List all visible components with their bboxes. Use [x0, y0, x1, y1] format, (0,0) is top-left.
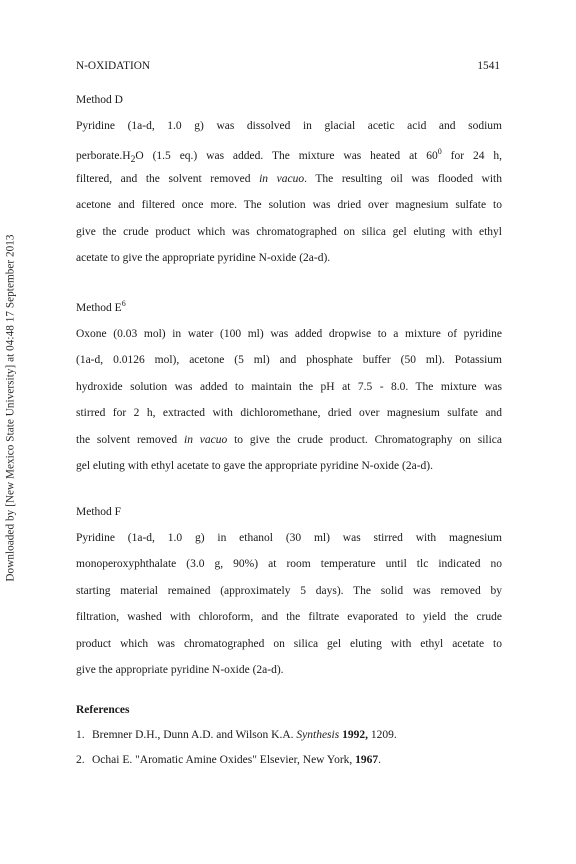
heading-text: Method E — [76, 302, 122, 314]
reference-year: 1992, — [342, 729, 368, 741]
text-run: O (1.5 eq.) was added. The mixture was heated at 60 — [135, 150, 438, 163]
method-e-line-1: Oxone (0.03 mol) in water (100 ml) was added dropwise to a mixture of pyridine — [76, 328, 502, 340]
method-e-line-3: hydroxide solution was added to maintain the pH at 7.5 - 8.0. The mixture was — [76, 380, 502, 393]
method-e-section — [76, 296, 502, 479]
method-f-line-3: starting material remained (approximately 5 days). The solid was removed by — [76, 584, 502, 597]
reference-text: . — [378, 754, 382, 766]
method-f-line-6: give the appropriate pyridine N-oxide (2a-d). — [76, 663, 284, 676]
running-title: N-OXIDATION — [76, 60, 151, 72]
method-f-line-2: monoperoxyphthalate (3.0 g, 90%) at room temperature until tlc indicated no — [76, 558, 502, 571]
subscript: 2 — [130, 154, 136, 166]
text-run: the solvent removed — [76, 433, 185, 446]
text-run: . The resulting oil was flooded with — [304, 172, 503, 185]
method-f-section — [76, 500, 502, 683]
method-e-heading — [76, 296, 502, 321]
italic-term: in vacuo — [184, 433, 228, 446]
reference-text: Ochai E. "Aromatic Amine Oxides" Elsevier, New York, — [92, 754, 356, 766]
text-run: filtered, and the solvent removed — [76, 172, 260, 185]
text-run: for 24 h, — [441, 150, 502, 163]
method-d-line-1: Pyridine (1a-d, 1.0 g) was dissolved in glacial acetic acid and sodium — [76, 120, 502, 132]
method-d-line-3 — [76, 166, 502, 192]
method-e-line-4: stirred for 2 h, extracted with dichloromethane, dried over magnesium sulfate and — [76, 407, 502, 420]
method-d-line-2 — [76, 139, 502, 165]
method-d-line-6: acetate to give the appropriate pyridine N-oxide (2a-d). — [76, 251, 331, 264]
running-header — [76, 60, 500, 76]
reference-item — [76, 748, 502, 773]
reference-number: 2. — [76, 754, 85, 766]
method-f-line-5: product which was chromatographed on silica gel eluting with ethyl acetate to — [76, 637, 502, 650]
reference-year: 1967 — [355, 754, 379, 766]
text-run: perborate.H — [76, 150, 131, 163]
text-run: to give the crude product. Chromatography on silica — [227, 433, 502, 446]
method-e-line-6: gel eluting with ethyl acetate to gave the appropriate pyridine N-oxide (2a-d). — [76, 459, 434, 472]
download-watermark-text: Downloaded by [New Mexico State University] at 04:48 17 September 2013 — [5, 234, 18, 582]
footnote-marker: 6 — [121, 299, 126, 308]
page-number: 1541 — [477, 60, 500, 72]
superscript: 0 — [437, 147, 442, 157]
download-watermark — [2, 178, 20, 638]
method-f-line-4: filtration, washed with chloroform, and the filtrate evaporated to yield the crude — [76, 611, 502, 624]
reference-journal: Synthesis — [296, 729, 340, 741]
method-d-section — [76, 88, 502, 271]
reference-number: 1. — [76, 729, 85, 741]
method-e-line-5 — [76, 427, 502, 453]
method-f-heading: Method F — [76, 506, 122, 518]
method-d-line-5: give the crude product which was chromatographed on silica gel eluting with ethyl — [76, 225, 502, 238]
reference-text: 1209. — [367, 729, 397, 741]
references-list — [76, 723, 502, 773]
method-d-line-4: acetone and filtered once more. The solution was dried over magnesium sulfate to — [76, 199, 502, 212]
method-f-line-1: Pyridine (1a-d, 1.0 g) in ethanol (30 ml) was stirred with magnesium — [76, 532, 502, 544]
reference-text: Bremner D.H., Dunn A.D. and Wilson K.A. — [92, 729, 297, 741]
method-d-heading: Method D — [76, 94, 123, 106]
reference-item — [76, 723, 502, 748]
method-e-line-2: (1a-d, 0.0126 mol), acetone (5 ml) and phosphate buffer (50 ml). Potassium — [76, 354, 502, 367]
references-heading: References — [76, 704, 130, 716]
italic-term: in vacuo — [259, 172, 305, 185]
